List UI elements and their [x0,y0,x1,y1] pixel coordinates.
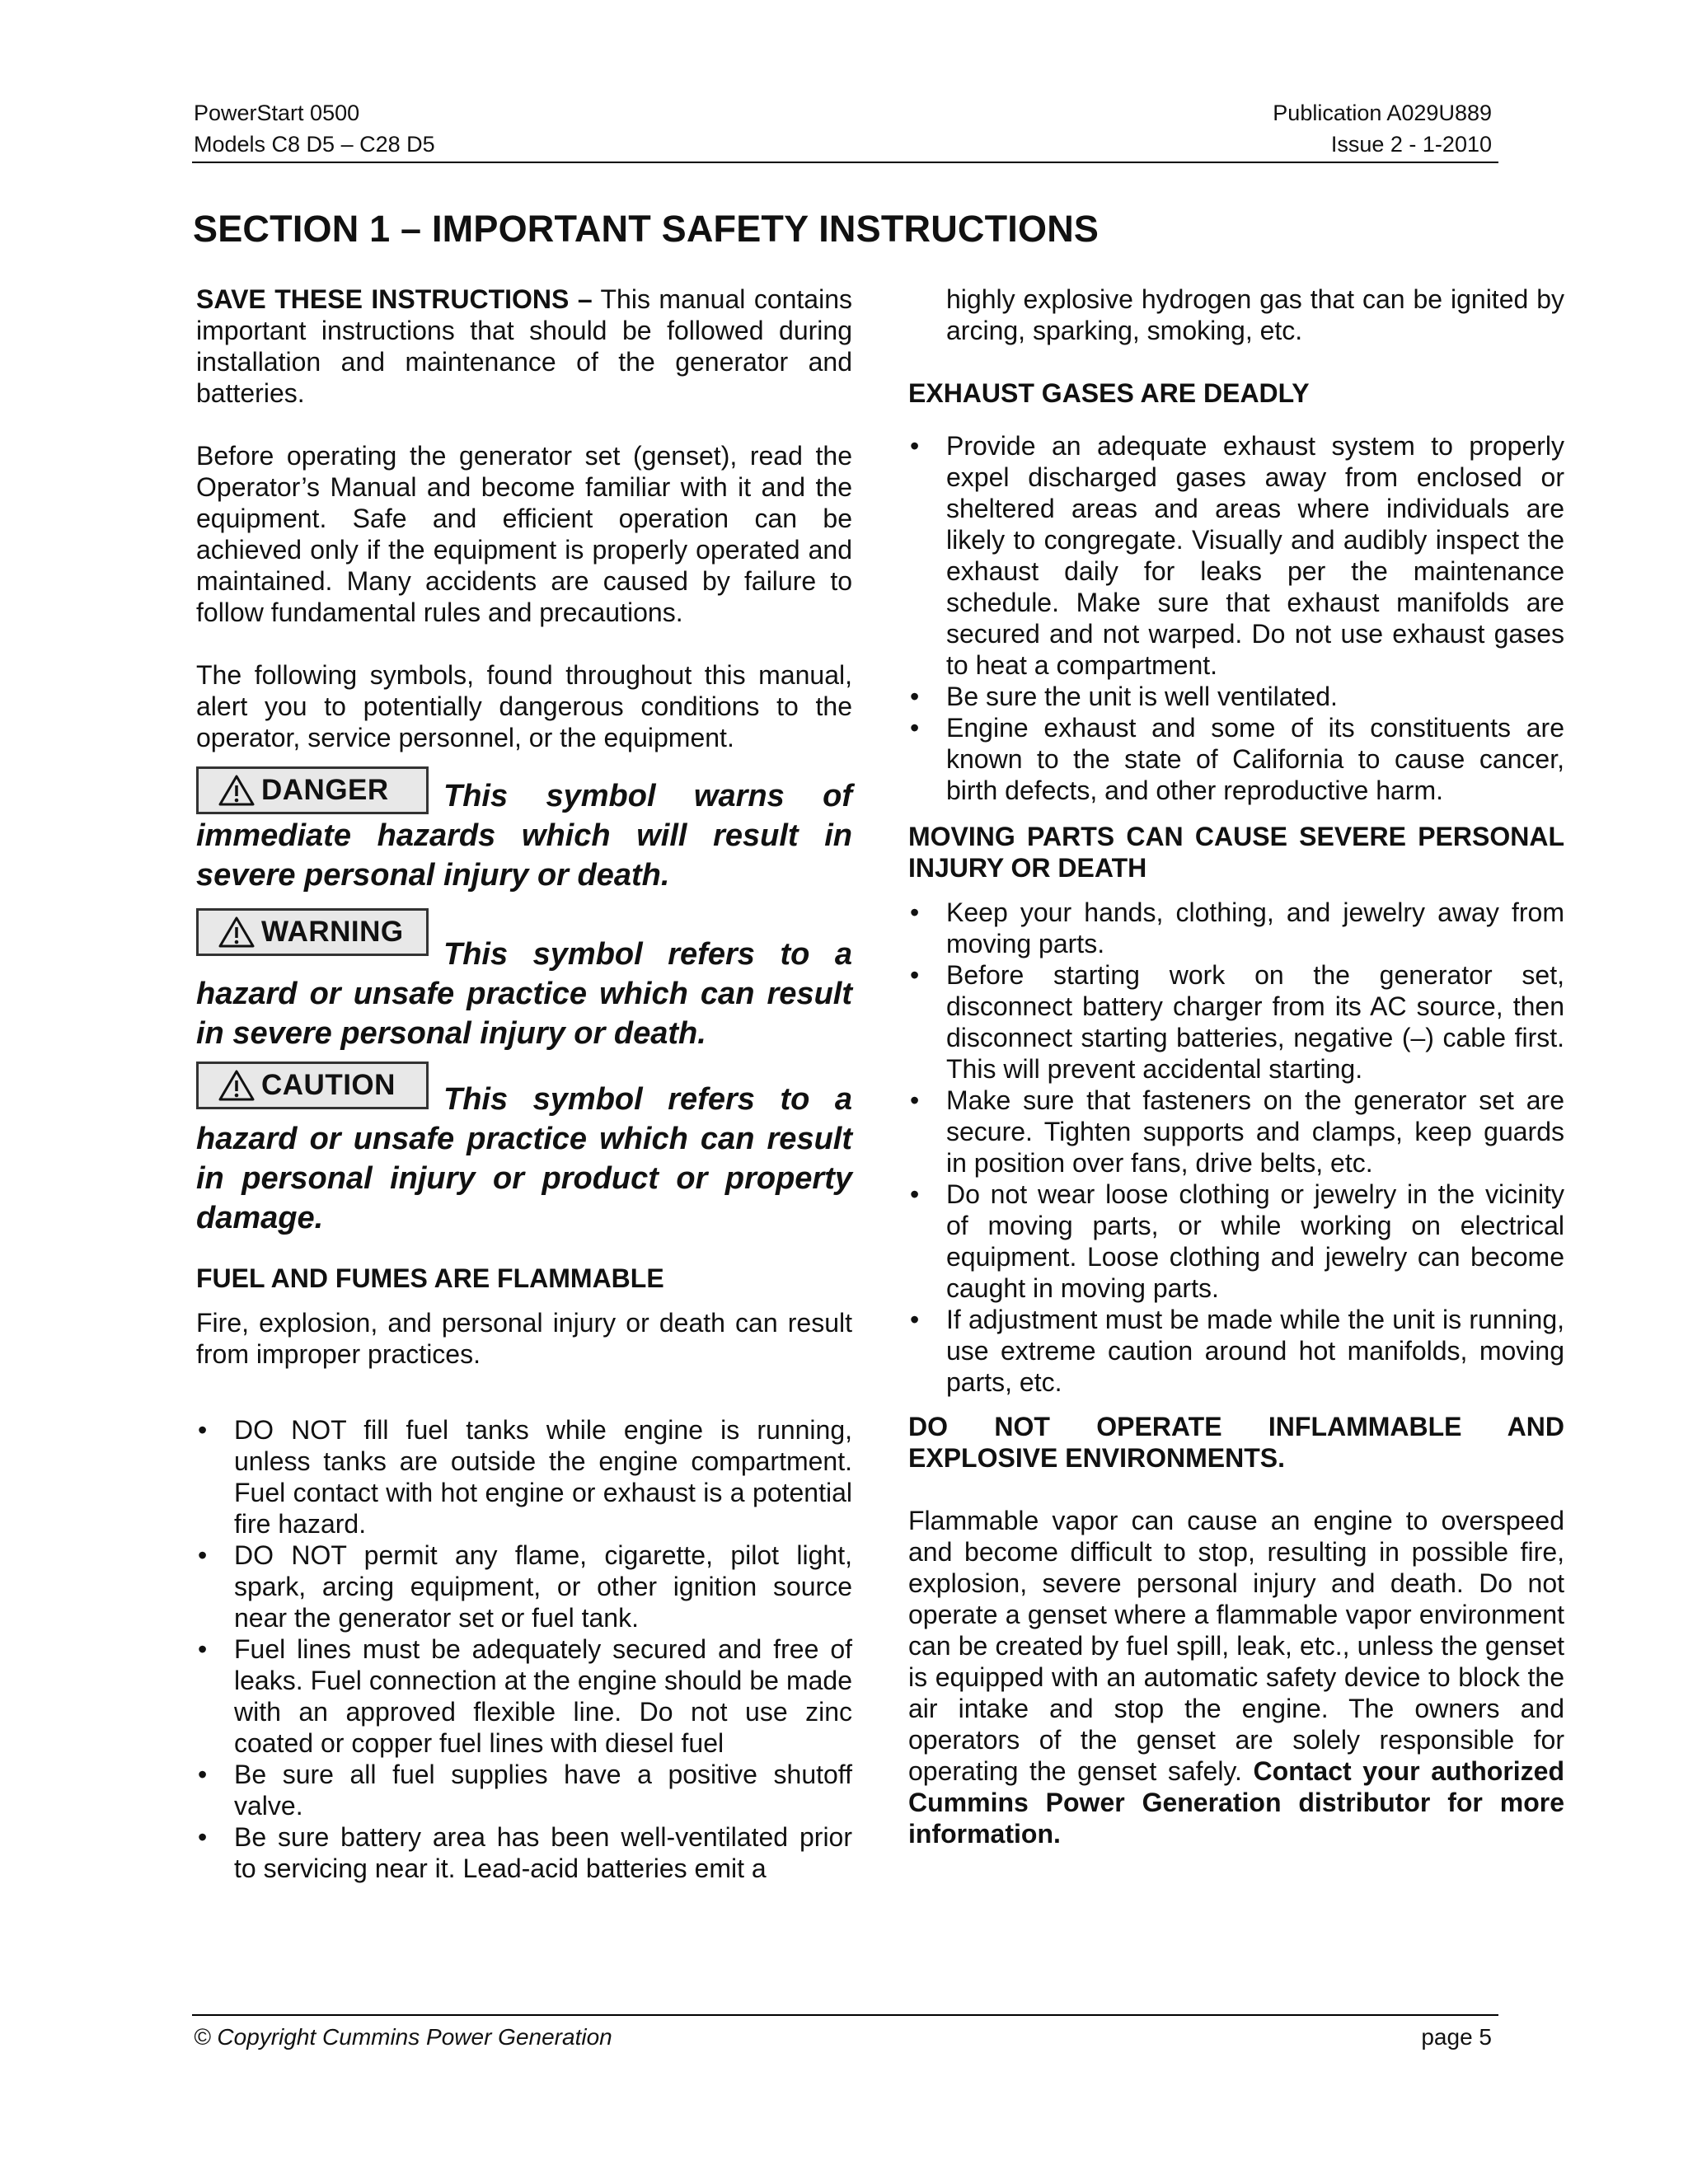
warning-label: WARNING [261,916,404,948]
save-instructions-paragraph [196,284,852,409]
header-product: PowerStart 0500 [194,101,360,125]
fuel-item-continued: highly explosive hydrogen gas that can be ignited by arcing, sparking, smoking, etc. [946,284,1564,345]
list-item: • Keep your hands, clothing, and jewelry away from moving parts. [908,897,1564,959]
left-column [196,284,852,1884]
header-left [194,97,435,160]
inflammable-text: Flammable vapor can cause an engine to overspeed and become difficult to stop, resulting in possible fire, explosion, severe personal injury and death. Do not operate a genset where a flammable vapor environment can be created by fuel spill, leak, etc., unless the genset is equipped with an automatic safety device to block the air intake and stop the engine. The owners and operators of the genset are solely responsible for operating the genset safely. [908,1506,1564,1786]
list-item: • DO NOT fill fuel tanks while engine is running, unless tanks are outside the engine compartment. Fuel contact with hot engine or exhaust is a potential fire hazard. [196,1414,852,1540]
save-text: This manual contains important instructions that should be followed during installation and maintenance of the generator and batteries. [196,284,853,408]
list-item: • Fuel lines must be adequately secured and free of leaks. Fuel connection at the engine should be made with an approved flexible line. Do not use zinc coated or copper fuel lines with diesel fuel [196,1633,852,1759]
warning-text: This symbol refers to a hazard or unsafe practice which can result in severe personal injury or death. [196,937,852,1051]
warning-triangle-icon [218,1069,255,1102]
caution-badge [196,1062,429,1109]
caution-label: CAUTION [261,1069,396,1101]
footer-copyright: © Copyright Cummins Power Generation [194,2024,612,2050]
moving-parts-list [908,897,1564,1398]
danger-label: DANGER [261,774,389,806]
header-rule [192,162,1498,163]
list-item: • Before starting work on the generator set, disconnect battery charger from its AC source, then disconnect starting batteries, negative (–) cable first. This will prevent accidental starting. [908,959,1564,1085]
symbols-paragraph: The following symbols, found throughout this manual, alert you to potentially dangerous conditions to the operator, service personnel, or the equipment. [196,660,852,752]
caution-block [196,1060,852,1238]
header-issue: Issue 2 - 1-2010 [1330,132,1492,157]
header-right [1154,97,1492,160]
fuel-heading: FUEL AND FUMES ARE FLAMMABLE [196,1263,664,1293]
footer-page-number: page 5 [1421,2024,1492,2050]
before-operating-paragraph: Before operating the generator set (genset), read the Operator’s Manual and become familiar with it and the equipment. Safe and efficient operation can be achieved only if the equipment is properly operated and maintained. Many accidents are caused by failure to follow fundamental rules and precautions. [196,441,852,627]
fuel-intro: Fire, explosion, and personal injury or death can result from improper practices. [196,1308,852,1369]
page-title: SECTION 1 – IMPORTANT SAFETY INSTRUCTIONS [193,208,1100,250]
save-lead: SAVE THESE INSTRUCTIONS – [196,284,593,314]
list-item: • Be sure the unit is well ventilated. [908,681,1564,712]
list-item: • DO NOT permit any flame, cigarette, pilot light, spark, arcing equipment, or other ignition source near the generator set or fuel tank. [196,1540,852,1633]
danger-badge [196,766,429,814]
inflammable-heading: DO NOT OPERATE INFLAMMABLE AND EXPLOSIVE ENVIRONMENTS. [908,1412,1564,1473]
inflammable-paragraph [908,1505,1564,1849]
fuel-list [196,1414,852,1884]
header-publication: Publication A029U889 [1273,101,1492,125]
warning-triangle-icon [218,774,255,807]
list-item: • Make sure that fasteners on the generator set are secure. Tighten supports and clamps, keep guards in position over fans, drive belts, etc. [908,1085,1564,1179]
exhaust-heading: EXHAUST GASES ARE DEADLY [908,378,1310,408]
exhaust-list [908,430,1564,806]
list-item: • Be sure battery area has been well-ventilated prior to servicing near it. Lead-acid batteries emit a [196,1821,852,1884]
caution-text: This symbol refers to a hazard or unsafe practice which can result in personal injury or product or property damage. [196,1082,852,1235]
header-models: Models C8 D5 – C28 D5 [194,132,435,157]
danger-text: This symbol warns of immediate hazards which will result in severe personal injury or death. [196,779,852,893]
right-column [908,284,1564,1849]
warning-block [196,907,852,1053]
list-item: • Provide an adequate exhaust system to properly expel discharged gases away from enclosed or sheltered areas and areas where individuals are likely to congregate. Visually and audibly inspect the exhaust daily for leaks per the maintenance schedule. Make sure that exhaust manifolds are secured and not warped. Do not use exhaust gases to heat a compartment. [908,430,1564,681]
warning-triangle-icon [218,916,255,949]
list-item: • Do not wear loose clothing or jewelry in the vicinity of moving parts, or while working on electrical equipment. Loose clothing and jewelry can become caught in moving parts. [908,1179,1564,1304]
footer-rule [192,2014,1498,2016]
moving-parts-heading: MOVING PARTS CAN CAUSE SEVERE PERSONAL INJURY OR DEATH [908,822,1564,883]
warning-badge [196,908,429,956]
list-item: • Engine exhaust and some of its constituents are known to the state of California to cause cancer, birth defects, and other reproductive harm. [908,712,1564,806]
danger-block [196,765,852,895]
contact-distributor-text: Contact your authorized Cummins Power Generation distributor for more information. [908,1756,1564,1849]
list-item: • If adjustment must be made while the unit is running, use extreme caution around hot manifolds, moving parts, etc. [908,1304,1564,1398]
list-item: • Be sure all fuel supplies have a positive shutoff valve. [196,1759,852,1821]
